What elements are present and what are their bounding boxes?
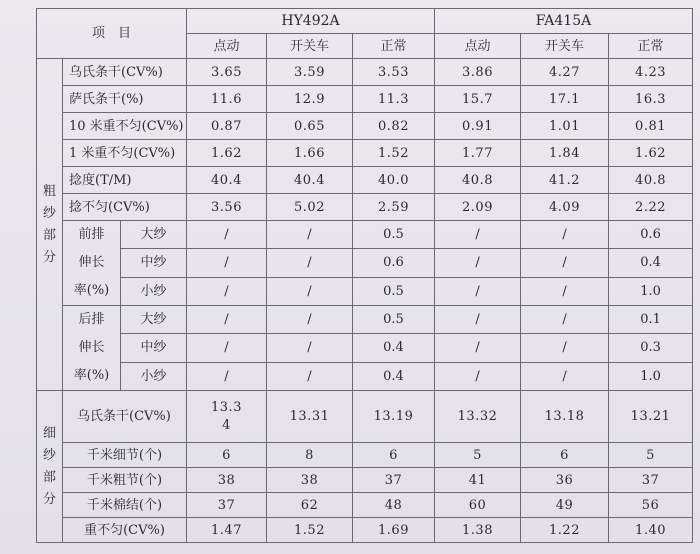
cell: / [267, 221, 353, 249]
cell: 0.3 [609, 334, 693, 362]
section-char: 纱 [42, 447, 56, 463]
row-label: 乌氏条干(CV%) [63, 59, 187, 86]
header-row-groups [37, 9, 693, 34]
cell: 0.82 [353, 113, 435, 140]
cell: 48 [353, 493, 435, 518]
cell: 0.87 [187, 113, 267, 140]
cell: 1.01 [521, 113, 609, 140]
cell: 5 [609, 443, 693, 468]
cell: 0.5 [353, 277, 435, 305]
sub-header: 正常 [353, 34, 435, 59]
cell: / [267, 277, 353, 305]
cell: 6 [353, 443, 435, 468]
cell: 1.77 [435, 140, 521, 167]
cell: 0.81 [609, 113, 693, 140]
cell: 13.3 4 [187, 391, 267, 443]
cell: 37 [187, 493, 267, 518]
row-label: 千米粗节(个) [63, 468, 187, 493]
cell: / [521, 277, 609, 305]
section-char: 部 [42, 469, 56, 485]
cell: 1.22 [521, 518, 609, 543]
cell: 13.32 [435, 391, 521, 443]
sub-header: 点动 [435, 34, 521, 59]
cell: 1.47 [187, 518, 267, 543]
cell: 1.84 [521, 140, 609, 167]
cell: 1.38 [435, 518, 521, 543]
cell: 5 [435, 443, 521, 468]
size-label: 大纱 [121, 306, 187, 334]
cell: 15.7 [435, 86, 521, 113]
table-row [37, 493, 693, 518]
table-row [37, 86, 693, 113]
cell: / [435, 362, 521, 390]
data-table [36, 8, 693, 543]
cell: 0.91 [435, 113, 521, 140]
size-label: 小纱 [121, 277, 187, 305]
row-label: 千米细节(个) [63, 443, 187, 468]
cell: 37 [609, 468, 693, 493]
cell: 40.8 [609, 167, 693, 194]
cell: 0.65 [267, 113, 353, 140]
cell: 13.21 [609, 391, 693, 443]
group-label-line: 前排 [78, 227, 105, 242]
cell: 5.02 [267, 194, 353, 221]
row-label: 萨氏条干(%) [63, 86, 187, 113]
table-row [37, 249, 693, 277]
cell: / [521, 249, 609, 277]
table-row [37, 167, 693, 194]
cell: 6 [521, 443, 609, 468]
cell: 11.3 [353, 86, 435, 113]
cell: 16.3 [609, 86, 693, 113]
cell: 3.65 [187, 59, 267, 86]
cell: 3.86 [435, 59, 521, 86]
sub-header: 开关车 [267, 34, 353, 59]
cell: / [435, 249, 521, 277]
cell: 1.40 [609, 518, 693, 543]
item-header: 项 目 [37, 9, 187, 59]
sub-header: 正常 [609, 34, 693, 59]
cell: 11.6 [187, 86, 267, 113]
table-row [37, 221, 693, 249]
cell: 40.8 [435, 167, 521, 194]
cell: 1.52 [353, 140, 435, 167]
cell: 40.4 [267, 167, 353, 194]
cell: / [267, 334, 353, 362]
cell: 3.53 [353, 59, 435, 86]
section-label-coarse [37, 59, 63, 391]
cell: 13.19 [353, 391, 435, 443]
cell: 0.4 [353, 362, 435, 390]
cell: / [187, 362, 267, 390]
size-label: 小纱 [121, 362, 187, 390]
cell: / [267, 306, 353, 334]
table-row [37, 140, 693, 167]
cell: 40.0 [353, 167, 435, 194]
cell: 2.59 [353, 194, 435, 221]
section-label-fine [37, 391, 63, 543]
size-label: 大纱 [121, 221, 187, 249]
cell: / [187, 249, 267, 277]
group-label-line: 率(%) [73, 368, 110, 383]
row-label: 千米棉结(个) [63, 493, 187, 518]
cell: 6 [187, 443, 267, 468]
cell: 1.69 [353, 518, 435, 543]
cell: / [435, 277, 521, 305]
cell: 38 [187, 468, 267, 493]
cell: 3.56 [187, 194, 267, 221]
cell: 4.09 [521, 194, 609, 221]
section-char: 纱 [42, 205, 56, 221]
group-label-line: 后排 [78, 312, 105, 327]
sub-header: 开关车 [521, 34, 609, 59]
cell: 12.9 [267, 86, 353, 113]
row-label: 10 米重不匀(CV%) [63, 113, 187, 140]
table-row [37, 391, 693, 443]
cell: 13.31 [267, 391, 353, 443]
group-label-rear [63, 306, 121, 391]
cell: / [521, 306, 609, 334]
cell: 13.18 [521, 391, 609, 443]
cell: 3.59 [267, 59, 353, 86]
size-label: 中纱 [121, 334, 187, 362]
table-row [37, 194, 693, 221]
cell: 49 [521, 493, 609, 518]
cell: 41 [435, 468, 521, 493]
cell: 1.62 [609, 140, 693, 167]
cell: 1.66 [267, 140, 353, 167]
table-row [37, 443, 693, 468]
cell: 0.5 [353, 306, 435, 334]
row-label: 重不匀(CV%) [63, 518, 187, 543]
cell: 41.2 [521, 167, 609, 194]
cell: 60 [435, 493, 521, 518]
cell: 0.6 [609, 221, 693, 249]
group-label-front [63, 221, 121, 306]
section-char: 细 [42, 425, 56, 441]
cell: / [187, 221, 267, 249]
cell: 17.1 [521, 86, 609, 113]
cell: 4.27 [521, 59, 609, 86]
table-row [37, 468, 693, 493]
cell: 0.5 [353, 221, 435, 249]
section-char: 部 [42, 227, 56, 243]
section-char: 分 [42, 249, 56, 265]
cell: 38 [267, 468, 353, 493]
cell: / [435, 221, 521, 249]
group-label-line: 伸长 [78, 340, 105, 355]
table-row [37, 59, 693, 86]
table-row [37, 334, 693, 362]
table-row [37, 277, 693, 305]
cell: 8 [267, 443, 353, 468]
cell: 1.0 [609, 277, 693, 305]
cell: / [267, 362, 353, 390]
cell: 0.4 [609, 249, 693, 277]
cell: 40.4 [187, 167, 267, 194]
cell: / [435, 306, 521, 334]
section-char: 粗 [42, 183, 56, 199]
row-label: 1 米重不匀(CV%) [63, 140, 187, 167]
table-row [37, 306, 693, 334]
cell: 62 [267, 493, 353, 518]
table-row [37, 113, 693, 140]
group-label-line: 率(%) [73, 283, 110, 298]
group-label-line: 伸长 [78, 255, 105, 270]
cell: / [521, 334, 609, 362]
cell: / [521, 362, 609, 390]
cell: / [187, 277, 267, 305]
table-row [37, 518, 693, 543]
cell: / [187, 306, 267, 334]
cell: / [267, 249, 353, 277]
cell: / [435, 334, 521, 362]
size-label: 中纱 [121, 249, 187, 277]
row-label: 捻度(T/M) [63, 167, 187, 194]
cell: 56 [609, 493, 693, 518]
row-label: 乌氏条干(CV%) [63, 391, 187, 443]
row-label: 捻不匀(CV%) [63, 194, 187, 221]
cell: 36 [521, 468, 609, 493]
cell: 1.52 [267, 518, 353, 543]
cell: / [521, 221, 609, 249]
cell: 0.1 [609, 306, 693, 334]
sub-header: 点动 [187, 34, 267, 59]
cell: 2.09 [435, 194, 521, 221]
cell: 0.4 [353, 334, 435, 362]
group-header-fa415a: FA415A [435, 9, 693, 34]
group-header-hy492a: HY492A [187, 9, 435, 34]
section-char: 分 [42, 491, 56, 507]
cell: 2.22 [609, 194, 693, 221]
cell: 1.62 [187, 140, 267, 167]
cell: / [187, 334, 267, 362]
cell: 0.6 [353, 249, 435, 277]
cell: 1.0 [609, 362, 693, 390]
cell: 4.23 [609, 59, 693, 86]
table-row [37, 362, 693, 390]
cell: 37 [353, 468, 435, 493]
